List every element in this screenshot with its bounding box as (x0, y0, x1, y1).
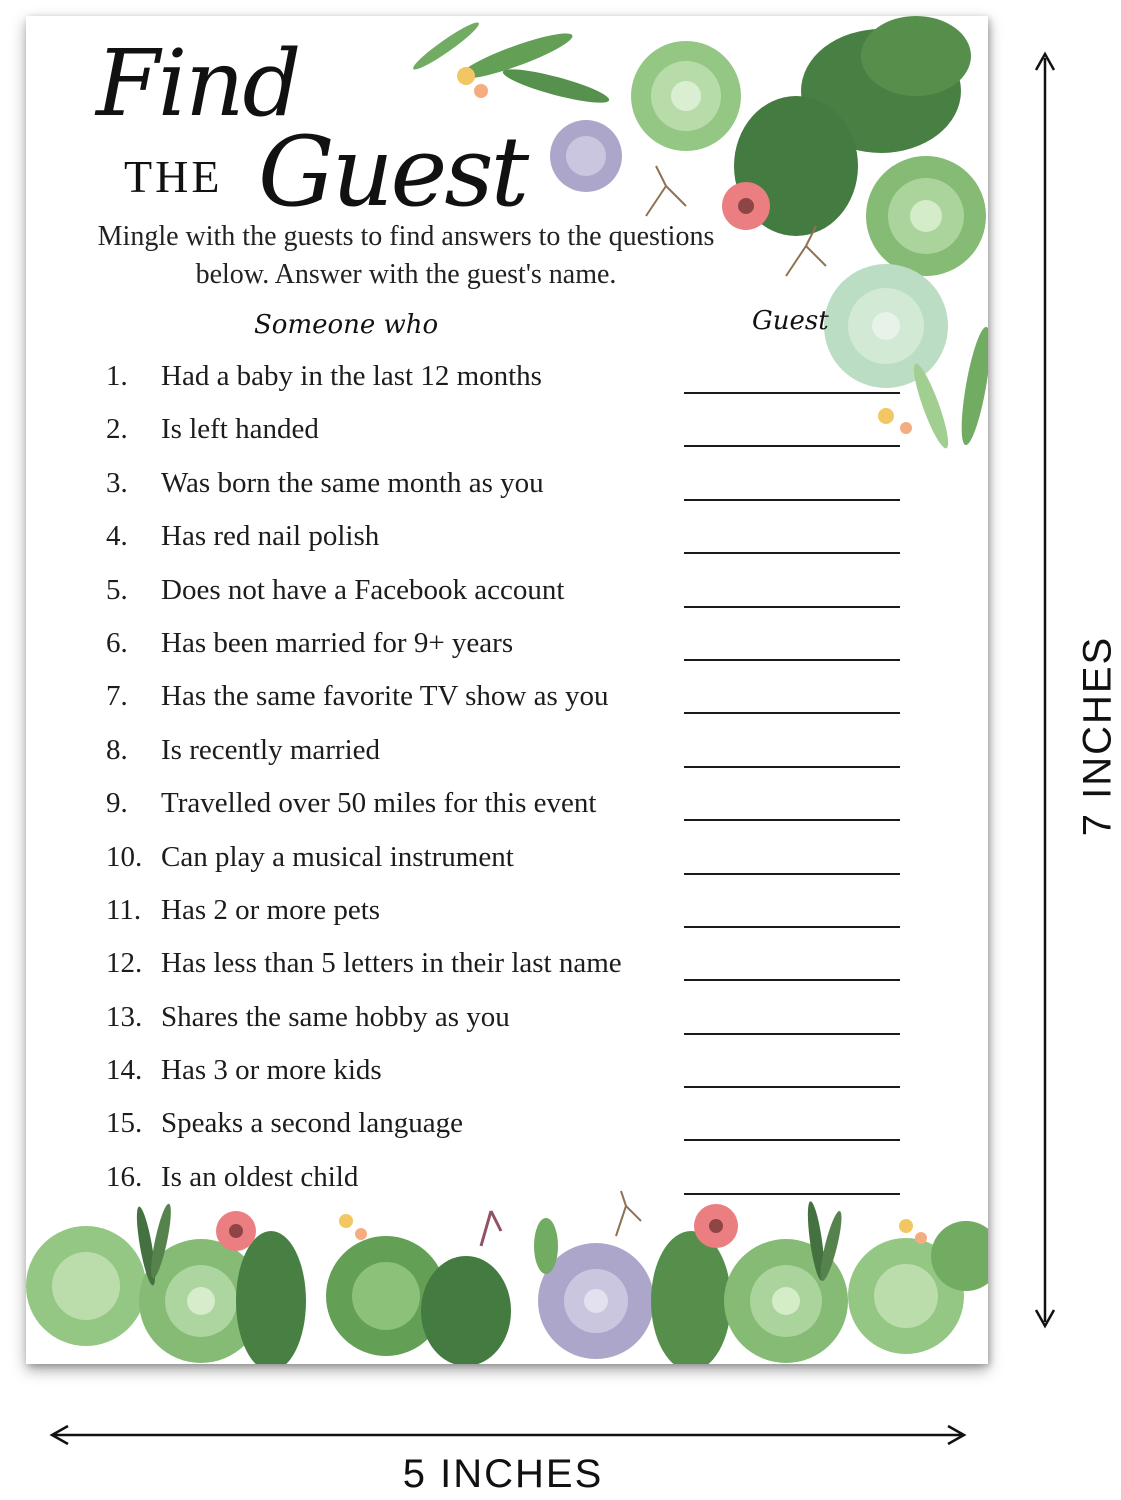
answer-blank[interactable] (684, 659, 900, 661)
answer-blank[interactable] (684, 1033, 900, 1035)
question-text: Speaks a second language (161, 1107, 463, 1140)
question-row (106, 674, 926, 727)
question-row (106, 941, 926, 994)
question-number: 2. (106, 413, 128, 446)
question-text: Was born the same month as you (161, 466, 544, 499)
height-dimension-arrow (1030, 50, 1060, 1330)
question-number: 4. (106, 520, 128, 553)
question-row (106, 514, 926, 567)
answer-blank[interactable] (684, 873, 900, 875)
question-number: 10. (106, 840, 143, 873)
width-dimension-label: 5 INCHES (402, 1452, 604, 1496)
width-dimension-arrow (48, 1420, 968, 1450)
answer-blank[interactable] (684, 926, 900, 928)
question-text: Has less than 5 letters in their last name (161, 947, 622, 980)
question-number: 13. (106, 1000, 143, 1033)
question-text: Is recently married (161, 733, 381, 766)
question-row (106, 995, 926, 1048)
question-number: 3. (106, 466, 128, 499)
question-text: Travelled over 50 miles for this event (161, 787, 597, 820)
answer-blank[interactable] (684, 1139, 900, 1141)
question-text: Had a baby in the last 12 months (161, 360, 542, 392)
title-guest: Guest (258, 116, 527, 228)
question-text: Has been married for 9+ years (161, 626, 514, 659)
question-text: Has 2 or more pets (161, 893, 381, 926)
question-number: 7. (106, 680, 128, 713)
question-row (106, 888, 926, 941)
question-number: 14. (106, 1054, 143, 1087)
question-text: Does not have a Facebook account (161, 573, 565, 606)
question-text: Shares the same hobby as you (161, 1000, 510, 1033)
height-dimension-label: 7 INCHES (1075, 635, 1120, 837)
question-text: Has the same favorite TV show as you (161, 680, 609, 713)
game-card (26, 16, 988, 1364)
answer-blank[interactable] (684, 979, 900, 981)
answer-blank[interactable] (684, 766, 900, 768)
question-row (106, 781, 926, 834)
question-text: Has red nail polish (161, 520, 380, 553)
answer-blank[interactable] (684, 819, 900, 821)
question-row (106, 354, 926, 407)
question-row (106, 728, 926, 781)
title-find: Find (96, 30, 300, 137)
question-row (106, 621, 926, 674)
answer-blank[interactable] (684, 1193, 900, 1195)
question-row (106, 407, 926, 460)
answer-blank[interactable] (684, 499, 900, 501)
question-number: 1. (106, 360, 128, 392)
question-row (106, 461, 926, 514)
answer-blank[interactable] (684, 712, 900, 714)
question-row (106, 1155, 926, 1208)
question-text: Is left handed (161, 413, 319, 446)
question-number: 11. (106, 893, 142, 926)
question-row (106, 568, 926, 621)
question-number: 16. (106, 1160, 143, 1193)
question-row (106, 835, 926, 888)
answer-blank[interactable] (684, 392, 900, 394)
title-the: THE (124, 151, 223, 202)
question-text: Has 3 or more kids (161, 1054, 382, 1087)
question-number: 6. (106, 626, 128, 659)
question-text: Can play a musical instrument (161, 840, 514, 873)
column-header-guest: Guest (752, 306, 829, 336)
question-row (106, 1048, 926, 1101)
answer-blank[interactable] (684, 606, 900, 608)
question-number: 15. (106, 1107, 143, 1140)
instructions: Mingle with the guests to find answers to the questions below. Answer with the guest's name. (97, 221, 715, 290)
question-text: Is an oldest child (161, 1160, 359, 1193)
questions-list (106, 354, 926, 1208)
answer-blank[interactable] (684, 1086, 900, 1088)
question-row (106, 1101, 926, 1154)
question-number: 9. (106, 787, 128, 820)
answer-blank[interactable] (684, 445, 900, 447)
answer-blank[interactable] (684, 552, 900, 554)
column-header-someone-who: Someone who (254, 310, 439, 340)
question-number: 5. (106, 573, 128, 606)
question-number: 12. (106, 947, 143, 980)
question-number: 8. (106, 733, 128, 766)
